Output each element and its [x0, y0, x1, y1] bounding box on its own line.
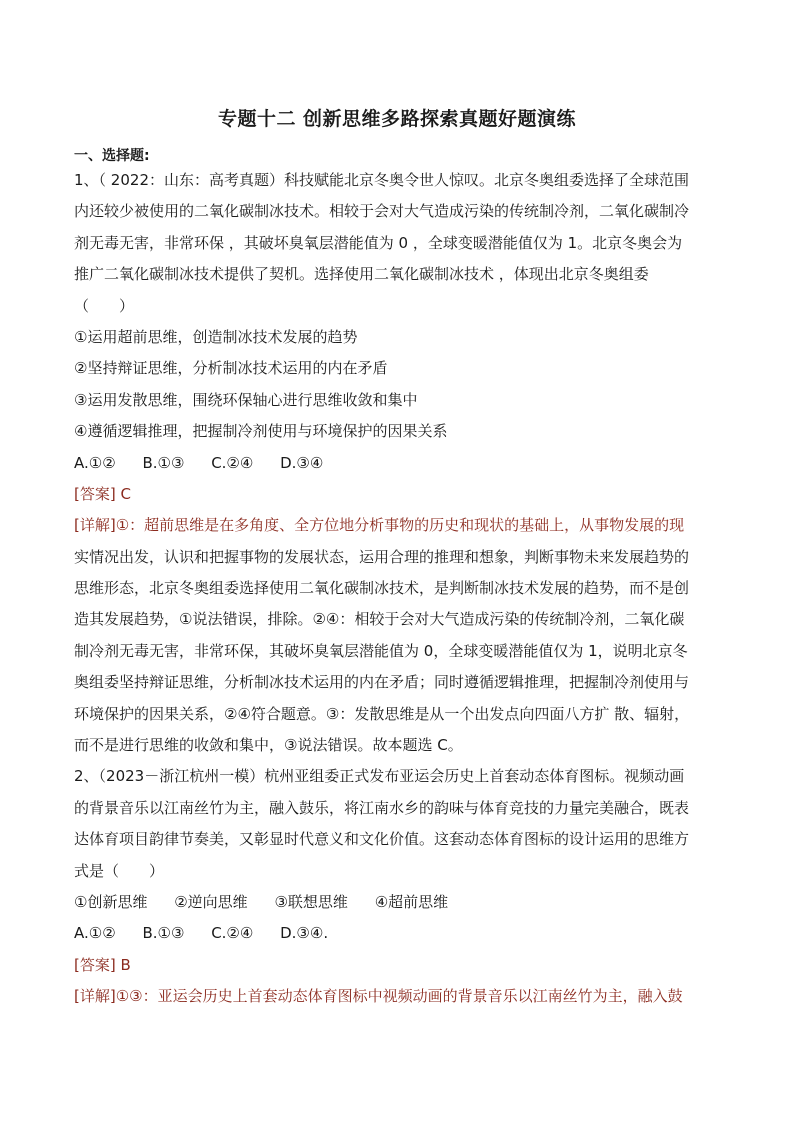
- q1-explanation-line: 实情况出发，认识和把握事物的发展状态，运用合理的推理和想象，判断事物未来发展趋势的: [74, 547, 690, 566]
- q1-option-c: C.②④: [211, 453, 254, 472]
- q1-stem-line: 内还较少被使用的二氧化碳制冰技术。相较于会对大气造成污染的传统制冷剂，二氧化碳制冷: [74, 202, 690, 221]
- q2-options: [74, 923, 722, 954]
- q1-explanation-line: [详解]①：超前思维是在多角度、全方位地分析事物的历史和现状的基础上，从事物发展的现: [74, 516, 685, 535]
- question-2: [74, 766, 722, 1017]
- q2-stem-line: 的背景音乐以江南丝竹为主，融入鼓乐，将江南水乡的韵味与体育竞技的力量完美融合，既表: [74, 798, 690, 817]
- q1-explanation-line: 环境保护的因果关系，②④符合题意。③：发散思维是从一个出发点向四面八方扩 散、辐射，: [74, 704, 690, 723]
- q2-option-b: B.①③: [142, 924, 185, 943]
- q1-explanation-line: 奥组委坚持辩证思维，分析制冰技术运用的内在矛盾；同时遵循逻辑推理，把握制冷剂使用与: [74, 673, 690, 692]
- q1-option-b: B.①③: [142, 453, 185, 472]
- q2-option-c: C.②④: [211, 924, 254, 943]
- q1-statement: ①运用超前思维，创造制冰技术发展的趋势: [74, 327, 358, 346]
- question-1: [74, 170, 722, 766]
- q2-stem-line: 式是（ ）: [74, 861, 165, 880]
- q2-option-d: D.③④.: [280, 924, 329, 943]
- q1-statement: ②坚持辩证思维，分析制冰技术运用的内在矛盾: [74, 359, 388, 378]
- q1-option-a: A.①②: [74, 453, 116, 472]
- page-title: 专题十二 创新思维多路探索真题好题演练: [217, 108, 577, 130]
- q1-stem-line: 剂无毒无害，非常环保 ，其破坏臭氧层潜能值为 0 ，全球变暖潜能值仅为 1。北京冬奥会为: [74, 233, 683, 252]
- q2-statements: [74, 892, 722, 923]
- section-heading: 一、选择题:: [74, 148, 150, 164]
- q1-explanation-line: 制冷剂无毒无害，非常环保，其破坏臭氧层潜能值为 0，全球变暖潜能值仅为 1，说明北京冬: [74, 641, 688, 660]
- q2-statement: ③联想思维: [274, 892, 348, 911]
- q2-stem-line: 达体育项目韵律节奏美，又彰显时代意义和文化价值。这套动态体育图标的设计运用的思维方: [74, 830, 690, 849]
- q2-statement: ④超前思维: [374, 892, 449, 911]
- q2-statement: ①创新思维: [74, 892, 148, 911]
- q1-explanation-line: 造其发展趋势，①说法错误，排除。②④：相较于会对大气造成污染的传统制冷剂，二氧化碳: [74, 610, 685, 629]
- q1-statement: ③运用发散思维，围绕环保轴心进行思维收敛和集中: [74, 390, 418, 409]
- q1-answer: [答案] C: [74, 484, 131, 503]
- q2-explanation-line: [详解]①③：亚运会历史上首套动态体育图标中视频动画的背景音乐以江南丝竹为主，融入鼓: [74, 987, 683, 1006]
- q1-statement: ④遵循逻辑推理，把握制冷剂使用与环境保护的因果关系: [74, 422, 448, 441]
- question-content: [74, 170, 722, 1018]
- q1-stem-line: （ ）: [74, 296, 135, 315]
- q2-option-a: A.①②: [74, 924, 116, 943]
- q2-statement: ②逆向思维: [174, 892, 248, 911]
- q1-stem-line: 推广二氧化碳制冰技术提供了契机。选择使用二氧化碳制冰技术 ，体现出北京冬奥组委: [74, 265, 649, 284]
- q1-explanation-line: 而不是进行思维的收敛和集中，③说法错误。故本题选 C。: [74, 736, 463, 755]
- q1-explanation-line: 思维形态，北京冬奥组委选择使用二氧化碳制冰技术，是判断制冰技术发展的趋势，而不是创: [74, 579, 690, 598]
- q2-answer: [答案] B: [74, 955, 131, 974]
- q2-stem-line: 2、（2023－浙江杭州一模）杭州亚组委正式发布亚运会历史上首套动态体育图标。视频动画: [74, 767, 685, 786]
- q1-options: [74, 453, 722, 484]
- q1-stem-line: 1、（ 2022：山东：高考真题）科技赋能北京冬奥令世人惊叹。北京冬奥组委选择了全球范围: [74, 171, 689, 189]
- q1-option-d: D.③④: [280, 453, 324, 472]
